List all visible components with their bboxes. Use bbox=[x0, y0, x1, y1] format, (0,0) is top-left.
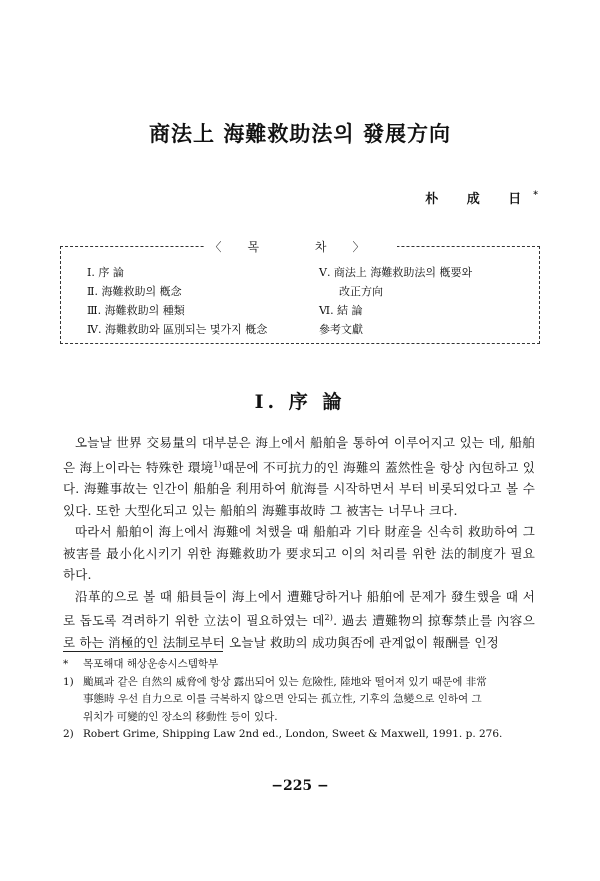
toc-item: Ⅳ. 海難救助와 區別되는 몇가지 槪念 bbox=[87, 323, 268, 336]
footnote-mark: 1) bbox=[63, 675, 74, 688]
body-paragraph bbox=[63, 432, 535, 521]
page-number: −225 − bbox=[271, 778, 329, 794]
footnotes bbox=[63, 656, 535, 744]
footnote-text: 事態時 우선 自力으로 이를 극복하지 않으면 안되는 孤立性, 기후의 急變으로 인하여 그 bbox=[83, 693, 482, 705]
toc-item: Ⅵ. 結 論 bbox=[319, 304, 363, 317]
toc-right-column bbox=[319, 263, 472, 339]
paragraph-text: . 過去 遭難物의 掠奪禁止를 內容으로 하는 消極的인 法制로부터 오늘날 救助의 成功與否에 관계없이 報酬를 인정 bbox=[63, 613, 535, 650]
toc-item: Ⅰ. 序 論 bbox=[87, 266, 124, 279]
toc-heading-wrap bbox=[61, 238, 539, 255]
author-footnote-mark: * bbox=[533, 190, 538, 201]
footnote-mark: 2) bbox=[63, 728, 74, 740]
paper-title: 商法上 海難救助法의 發展方向 bbox=[149, 121, 451, 146]
section-heading: Ⅰ. 序 論 bbox=[254, 391, 346, 413]
body-paragraph bbox=[63, 521, 535, 586]
body-text bbox=[63, 432, 535, 653]
toc-item: Ⅴ. 商法上 海難救助法의 槪要와 bbox=[319, 266, 473, 279]
toc-item: 改正方向 bbox=[339, 285, 383, 298]
table-of-contents bbox=[60, 240, 540, 344]
toc-heading: 〈목 차〉 bbox=[204, 240, 397, 254]
footnote-text: 위치가 可變的인 장소의 移動性 등이 있다. bbox=[83, 710, 278, 723]
footnote-divider bbox=[63, 651, 223, 652]
footnote bbox=[63, 726, 535, 744]
toc-left-column bbox=[87, 263, 267, 339]
paragraph-text: 따라서 船舶이 海上에서 海難에 처했을 때 船舶과 기타 財産을 신속히 救助하여 그 被害를 最小化시키기 위한 海難救助가 要求되고 이의 처리를 위한 法的制度가 필요하다. bbox=[63, 524, 535, 583]
footnote-ref: 1) bbox=[213, 459, 222, 469]
author-name bbox=[425, 188, 538, 207]
author-name-text: 朴 成 日 bbox=[425, 192, 534, 207]
paragraph-text: 오늘날 世界 交易量의 대부분은 海上에서 船舶을 통하여 이루어지고 있는 데, 船舶은 海上이라는 特殊한 環境 bbox=[63, 435, 535, 475]
footnote bbox=[63, 674, 535, 727]
toc-item: Ⅲ. 海難救助의 種類 bbox=[87, 304, 185, 317]
paragraph-text: 때문에 不可抗力的인 海難의 蓋然性을 항상 內包하고 있다. 海難事故는 인간이 船舶을 利用하여 航海를 시작하면서 부터 비롯되었다고 볼 수 있다. 또한 大型化되고 있는 船舶의 海難事故時 그 被害는 너무나 크다. bbox=[63, 459, 535, 518]
body-paragraph bbox=[63, 586, 535, 654]
footnote-text: 목포해대 해상운송시스템학부 bbox=[83, 658, 219, 670]
footnote-ref: 2) bbox=[324, 613, 334, 623]
footnote-text: Robert Grime, Shipping Law 2nd ed., London, Sweet & Maxwell, 1991. p. 276. bbox=[83, 728, 503, 740]
footnote-mark: * bbox=[63, 658, 69, 670]
paragraph-text: 沿革的으로 볼 때 船員들이 海上에서 遭難당하거나 船舶에 문제가 發生했을 때 서로 돕도록 격려하기 위한 立法이 필요하였는 데 bbox=[63, 588, 535, 629]
footnote-text: 颱風과 같은 自然의 威脅에 항상 露出되어 있는 危險性, 陸地와 떨어져 있기 때문에 非常 bbox=[83, 675, 487, 688]
toc-item: Ⅱ. 海難救助의 槪念 bbox=[87, 285, 182, 298]
toc-item: 參考文獻 bbox=[319, 323, 363, 336]
footnote bbox=[63, 656, 535, 674]
